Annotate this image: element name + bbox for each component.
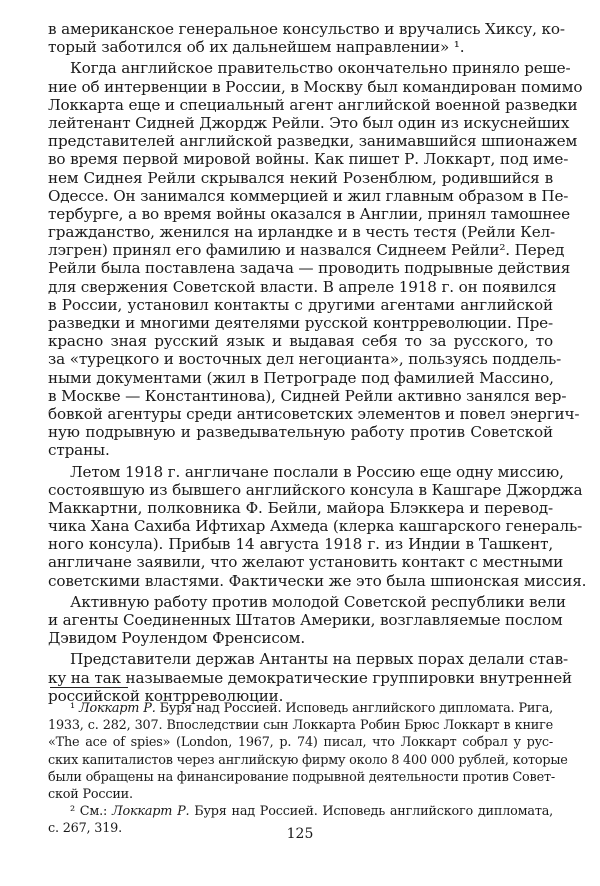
text-line: нем Сиднея Рейли скрывался некий Розенблюм, родившийся в [48, 168, 553, 187]
text-line: Локкарта еще и специальный агент английской военной разведки [48, 95, 578, 114]
text-line: красно зная русский язык и выдавая себя то за русского, то [48, 332, 553, 351]
text-line: страны. [48, 441, 110, 460]
text-line: Маккартни, полковника Ф. Бейли, майора Блэккера и перевод- [48, 498, 553, 517]
text-line: гражданство, женился на ирландке и в честь тестя (Рейли Кел- [48, 223, 556, 242]
text-line: состоявшую из бывшего английского консула в Кашгаре Джорджа [48, 480, 583, 499]
text-line: представителей английской разведки, занимавшийся шпионажем [48, 132, 578, 151]
text-line: и агенты Соединенных Штатов Америки, возглавляемые послом [48, 611, 563, 629]
footnote-author: Локкарт Р. [112, 804, 190, 820]
text-line: в России, установил контакты с другими агентами английской [48, 295, 553, 314]
footnote-line [48, 752, 568, 769]
footnote-line [48, 734, 553, 751]
footnote-text: были обращены на финансирование подрывной деятельности против Совет- [48, 769, 555, 785]
paragraph [48, 20, 565, 57]
footnote-text: 1933, с. 282, 307. Впоследствии сын Локкарта Робин Брюс Локкарт в книге [48, 718, 553, 734]
text-line: ку на так называемые демократические группировки внутренней [48, 668, 573, 687]
footnote-text: ¹ [70, 701, 79, 716]
text-line: англичане заявили, что желают установить контакт с местными [48, 553, 564, 572]
footnote-text: «The ace of spies» (London, 1967, p. 74) писал, что Локкарт собрал у рус- [48, 735, 553, 751]
footnote-divider [50, 687, 128, 688]
footnote-text: ² См.: [70, 804, 112, 820]
main-text [48, 20, 587, 708]
footnote-text: ских капиталистов через английскую фирму около 8 400 000 рублей, которые [48, 752, 568, 768]
footnote-line [48, 769, 553, 786]
footnotes [48, 700, 568, 838]
text-line: в американское генеральное консульство и вручались Хиксу, ко- [48, 20, 565, 38]
text-line: торый заботился об их дальнейшем направлении» ¹. [48, 38, 465, 57]
text-line: Активную работу против молодой Советской республики вели [70, 592, 566, 611]
text-line: ние об интервенции в России, в Москву был командирован помимо [48, 77, 583, 96]
footnote-1 [48, 700, 568, 803]
text-line: Одессе. Он занимался коммерцией и жил главным образом в Пе- [48, 186, 569, 205]
text-line: разведки и многими деятелями русской контрреволюции. Пре- [48, 314, 553, 332]
text-line: Летом 1918 г. англичане послали в Россию еще одну миссию, [70, 462, 564, 481]
paragraph [48, 650, 573, 705]
text-line: во время первой мировой войны. Как пишет Р. Локкарт, под име- [48, 150, 569, 169]
text-line: Рейли была поставлена задача — проводить подрывные действия [48, 259, 571, 278]
paragraph [48, 592, 566, 648]
text-line: бовкой агентуры среди антисоветских элементов и повел энергич- [48, 404, 580, 423]
footnote-text: с. 267, 319. [48, 821, 122, 837]
footnote-line [48, 786, 553, 803]
text-line: тербурге, а во время войны оказался в Англии, принял тамошнее [48, 204, 570, 223]
text-line: Представители держав Антанты на первых порах делали став- [70, 650, 568, 669]
footnote-line [48, 700, 553, 717]
footnote-author: Локкарт Р. [79, 701, 156, 716]
paragraph [48, 59, 583, 460]
footnote-text: Буря над Россией. Исповедь английского дипломата, [189, 804, 554, 820]
text-line: Дэвидом Роулендом Френсисом. [48, 629, 306, 648]
footnote-text: Буря над Россией. Исповедь английского дипломата. Рига, [155, 701, 553, 716]
page-number: 125 [286, 826, 314, 842]
paragraph [48, 462, 587, 590]
text-line: ными документами (жил в Петрограде под фамилией Массино, [48, 368, 554, 387]
text-line: лэгрен) принял его фамилию и назвался Сиднеем Рейли². Перед [48, 241, 565, 260]
text-line: ную подрывную и разведывательную работу против Советской [48, 423, 553, 442]
text-line: в Москве — Константинова), Сидней Рейли активно занялся вер- [48, 386, 567, 405]
text-line: российской контрреволюции. [48, 686, 284, 705]
text-line: лейтенант Сидней Джордж Рейли. Это был один из искуснейших [48, 113, 570, 132]
text-line: советскими властями. Фактически же это была шпионская миссия. [48, 571, 587, 590]
text-line: за «турецкого и восточных дел негоцианта», пользуясь поддель- [48, 350, 562, 369]
text-line: ного консула). Прибыв 14 августа 1918 г. из Индии в Ташкент, [48, 535, 553, 554]
text-line: Когда английское правительство окончательно приняло реше- [70, 59, 571, 78]
text-line: чика Хана Сахиба Ифтихар Ахмеда (клерка кашгарского генераль- [48, 517, 583, 536]
footnote-line [48, 803, 553, 820]
footnote-text: ской России. [48, 786, 133, 802]
text-line: для свержения Советской власти. В апреле 1918 г. он появился [48, 277, 557, 296]
footnote-line [48, 717, 553, 734]
